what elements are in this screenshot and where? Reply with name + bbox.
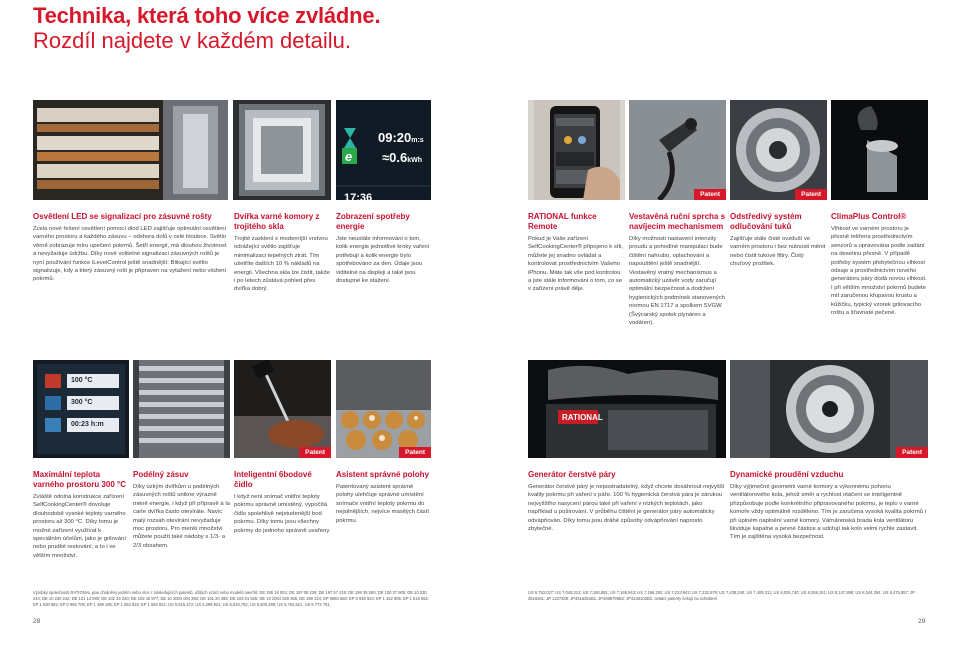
feature-title: Vestavěná ruční sprcha s navíjecím mechanismem	[629, 212, 726, 231]
feature-lengthwise-loading	[133, 470, 230, 550]
feature-text: Díky úzkým dvířkům u podélných zásuvných roštů unikne výrazně méně energie, i když při přípravě à la carte dvířka často otevíráte. Navíc malý rozsah otevírání nevyžaduje moc prostoru. Pro menší množství můžete použít také nádoby s 1/3- a 2/3 obsahem.	[133, 484, 230, 549]
patent-badge: Patent	[896, 447, 928, 458]
feature-six-point-probe	[234, 470, 331, 535]
feature-text: Patentovaný asistent správné polohy ulehčuje správné umístění snímače vnitřní teploty pokrmu do nejsilnějších, nejvíce masitých částí pokrmu.	[336, 484, 429, 524]
feature-text: Jste neustále informováni o tom, kolik energie jednotlivé kroky vaření potřebují a kolik energie bylo spotřebováno za den. Údaje jsou viditelné na displeji a také jsou dostupné ke stažení.	[336, 236, 430, 285]
display-time-unit: m:s	[411, 137, 424, 144]
feature-led-lighting	[33, 212, 229, 284]
feature-climaplus	[831, 212, 928, 317]
photo-muffins	[336, 360, 431, 458]
feature-text: Trojité zasklení s moderníjší vrstvou odrážející světlo zajišťuje minimalizaci tepelných ztrát. Tím ušetříte dalších 10 % nákladů na energii. Všechna skla lze čistit, takže i po letech zůstává pohled přes dvířka dobrý.	[234, 236, 330, 293]
feature-title: Dvířka varné komory z trojitého skla	[234, 212, 320, 231]
feature-title: RATIONAL funkce Remote	[528, 212, 597, 231]
display-clock: 17:36	[344, 192, 373, 200]
photo-energy-display	[336, 100, 431, 200]
feature-remote	[528, 212, 624, 294]
patent-badge: Patent	[299, 447, 331, 458]
feature-dynamic-air-flow	[730, 470, 928, 542]
photo-lengthwise-racks	[133, 360, 230, 458]
feature-title: Zobrazení spotřeby energie	[336, 212, 410, 231]
photo-control-panel	[33, 360, 129, 458]
feature-positioning-assistant	[336, 470, 432, 525]
feature-title: Dynamické proudění vzduchu	[730, 470, 844, 479]
feature-title: Osvětlení LED se signalizací pro zásuvné rošty	[33, 212, 212, 221]
page-number-right: 29	[918, 618, 926, 625]
photo-hand-shower	[629, 100, 726, 200]
photo-core-probe	[234, 360, 331, 458]
feature-grease-separation	[730, 212, 826, 269]
feature-text: Zcela nové řešení osvětlení pomocí diod LED zajišťuje optimální osvětlení varného prostoru a každého zásuvu – odshora dolů v celé hloubce. Světlo věrně zobrazuje míru upečení pokrmů. Šetří energií, má dlouhou životnost a nevyžaduje údržbu. Díky nové volitelné signalizaci zásuvných roštů je nyní používání funkce iLevelControl ještě snadnější: Blikající světlo signalizuje, kdy a který zásuvný rošt je připraven na vytažení nebo vložení pokrmů.	[33, 226, 227, 283]
display-time	[378, 130, 424, 145]
panel-timer: 00:23 h:m	[71, 421, 104, 428]
feature-triple-glass	[234, 212, 330, 294]
panel-temp-1: 100 °C	[71, 377, 93, 384]
page-title: Technika, která toho více zvládne.	[33, 3, 381, 28]
page-subtitle: Rozdíl najdete v každém detailu.	[33, 28, 351, 53]
panel-temp-2: 300 °C	[71, 399, 93, 406]
feature-title: Podélný zásuv	[133, 470, 189, 479]
feature-text: Vlhkost ve varném prostoru je přesně měřena prostřednictvím senzorů a upravována podle zadání na desetinu přesně. V případě potřeby systém přebytečnou vlhkost odsaje a prostřednictvím nového generátoru páry dodá novou vlhkost. I při větším množství pokrmů budete mít zaručenou křupavou krustu a kůžičku, typický vzorek grilovacího roštu a šťavnaté pečeně.	[831, 226, 927, 317]
photo-steam-generator	[528, 360, 726, 458]
patent-badge: Patent	[795, 189, 827, 200]
feature-energy-display	[336, 212, 430, 285]
feature-title: ClimaPlus Control®	[831, 212, 907, 221]
feature-text: I když není snímač vnitřní teploty pokrmu správně umístěný, vypočítá čidlo spolehlivě nejstudenější bod pokrmu. Díky tomu jsou všechny pokrmy do jednoho správně uvařeny.	[234, 494, 331, 534]
feature-text: Díky výjimečné geometrii varné komory a výkonnému pohonu ventilátorového kola, jehož směr a rychlost otáčení se inteligentně přizpůsobuje podle konkrétního připravovaného pokrmu, je teplo v varné komoře vždy optimálně rozděleno. Tím je zaručena vysoká kvalita pokrmů i při úplném naplnění varné komory. Várnárenská brada kola ventilátoru likviduje kapalné a pevné částice a udržují tak kolo velmi rychle zastavit. Tím je zajištěna vysoká bezpečnost.	[730, 484, 927, 541]
display-time-value: 09:20	[378, 130, 412, 145]
photo-dynamic-air	[730, 360, 928, 458]
feature-title: Asistent správné polohy	[336, 470, 429, 479]
feature-title: Inteligentní 6bodové čidlo	[234, 470, 312, 489]
feature-text: Díky možnosti nastavení intenzity proudu a pohodlné manipulaci bude čištění nahrubo, oplachování a napouštění ještě snadnější. Vestavěný vratný mechanismus a automatický uzávěr vody zaručují optimální bezpečnost a dodržení hygienických podmínek stanovených normou EN 1717 a spolkem SVGW (Švýcarský spolek plynáren a vodáren).	[629, 236, 725, 327]
display-energy-value: ≈0.6	[382, 150, 408, 165]
display-energy-unit: kWh	[407, 157, 422, 164]
patent-badge: Patent	[694, 189, 726, 200]
feature-title: Generátor čerstvé páry	[528, 470, 616, 479]
photo-led-racks	[33, 100, 228, 200]
photo-triple-glass-door	[233, 100, 331, 200]
patent-footnote-right: US 6,753,027; US 7,048,312; US 7,150,891; US 7,165,943; US 7,196,292; US 7,223,943; US 7,232,978; US 7,438,240; US 7,409,311; US 8,025,740; US 8,269,151; US 8,147,888; US 8,344,294; US 8,475,857; JP 3916261; JP 1227339; JP4616261B1; JP4698799B2; JP4235102B2, ostatní patenty čekají na schválení	[528, 590, 915, 601]
feature-text: Generátor čerstvé páry je nepostradatelný, když chcete dosáhnout nejvyšší kvality pokrmu při vaření v páře. 100 % hygienická čerstvá pára je zárukou nejvyššího nasycení párou také při vaření v nízkých teplotách, jako například u pošírování. V průběhu čištění je generátor páry automaticky odvápňován. Díky tomu jsou dráhé způsoby odvápňování naprosto zbytečné.	[528, 484, 725, 533]
feature-text: Zvláště odolná konstrukce zařízení SelfCookingCenter® dovoluje dlouhodobě vysoké teploty varného prostoru až 300 °C. Díky tomu je možné zařízení využívat k speciálním účelům, jako je grilování nebo prudké restování, a to i ve větším množství.	[33, 494, 126, 559]
display-energy	[382, 150, 422, 165]
feature-hand-shower	[629, 212, 726, 327]
feature-steam-generator	[528, 470, 726, 533]
feature-title: Maximální teplota varného prostoru 300 °C	[33, 470, 126, 489]
page-number-left: 28	[33, 618, 41, 625]
photo-grease-separation	[730, 100, 827, 200]
svg-text:e: e	[345, 149, 353, 164]
patent-badge: Patent	[399, 447, 431, 458]
svg-text:RATIONAL: RATIONAL	[562, 413, 603, 422]
photo-climaplus	[831, 100, 928, 200]
feature-title: Odstředivý systém odlučování tuků	[730, 212, 802, 231]
photo-remote-iphone	[528, 100, 625, 200]
feature-max-temperature	[33, 470, 129, 560]
feature-text: Zajišťuje stále čisté ovzduší ve varném prostoru i bez nutnosti měnit nebo čistit tukové filtry. Čistý chuťový prožitek.	[730, 236, 826, 268]
patent-footnote-left: Výrobky společnosti RATIONAL jsou chráněny jedním nebo více z následujících patentů, užitých vzorů nebo modelů navrhů: DE 195 18 004; DE 197 08 229; DE 197 57 415; DE 199 35 550; DE 100 37 905; DE 10 230 244; DE 10 230 242; DE 101 14 080; DE 102 33 340; DE 103 46 877; DE 10 2004 004 393; DE 101 20 488; DE 103 01 526; DE 10 2004 020 365; DE 198 224; EP 0883 650; EP 0 848 924; EP 1 162 905; EP 1 519 652; EP 1 530 682; EP 0 856 705; EP 1 499 195; EP 1 653 833; EP 1 682 822; US 5,915,372; US 6,299,921; US 6,510,782; US 6,600,289; US 6,752,621; US 6 772 751,	[33, 590, 429, 607]
feature-text: Pokud je Vaše zařízení SelfCookingCenter® připojeno k síti, můžete jej snadno ovládat a kontrolovat prostřednictvím Vašeho iPhonu. Máte tak vše pod kontrolou a jste stále informováni o tom, co se v zařízení právě děje.	[528, 236, 624, 293]
